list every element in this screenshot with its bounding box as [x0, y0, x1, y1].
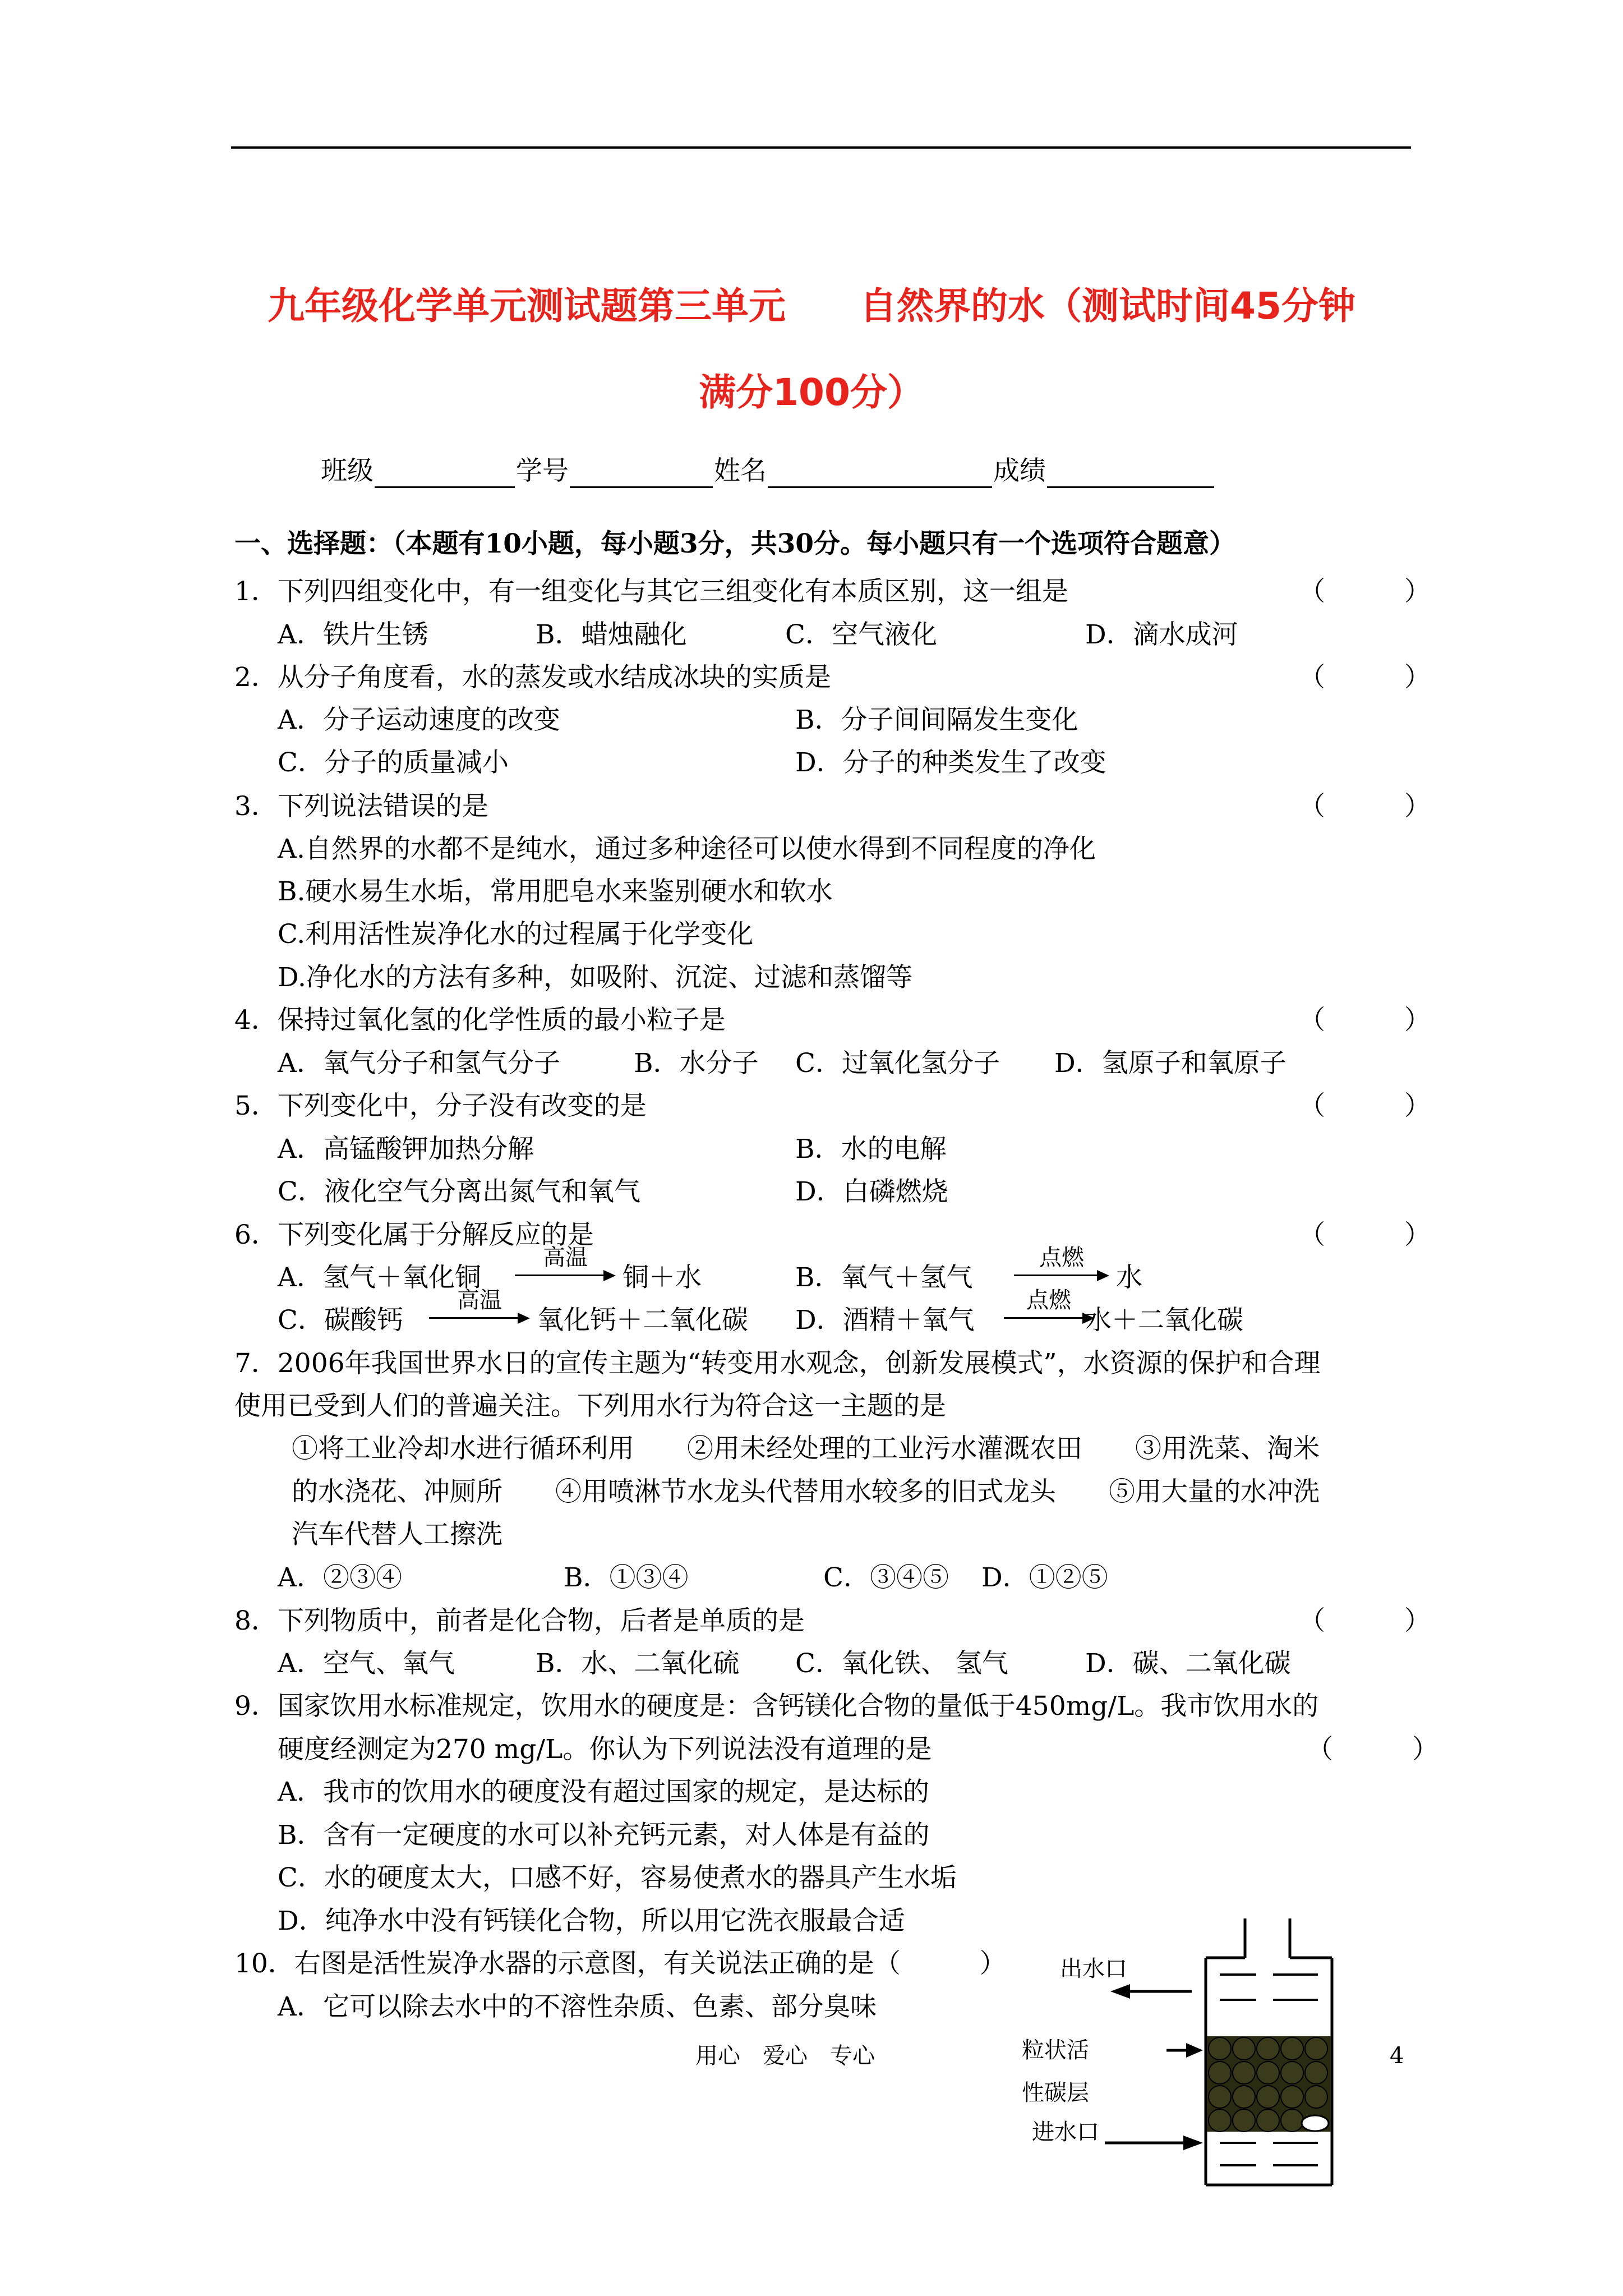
- q6-option-c-reactants: C．碳酸钙: [278, 1305, 403, 1336]
- q6-option-d-reactants: D．酒精＋氧气: [795, 1305, 975, 1336]
- arrow-head-icon: [603, 1270, 616, 1281]
- arrow-line: [1004, 1317, 1085, 1319]
- q9-answer-paren[interactable]: （ ）: [1307, 1734, 1438, 1765]
- q5-answer-paren[interactable]: （ ）: [1299, 1091, 1431, 1121]
- q7-option-d: D．①②⑤: [981, 1562, 1108, 1593]
- outlet-arrow-head-icon: [1110, 1984, 1130, 1999]
- q5-option-a: A．高锰酸钾加热分解: [278, 1134, 534, 1165]
- exam-title-line2: 满分100分）: [699, 371, 924, 414]
- name-blank[interactable]: [768, 459, 992, 488]
- score-label: 成绩: [993, 455, 1046, 486]
- q6-option-b-arrow: [1014, 1245, 1109, 1285]
- inlet-arrow-head-icon: [1183, 2136, 1203, 2150]
- class-blank[interactable]: [375, 459, 515, 488]
- arrow-head-icon: [518, 1313, 530, 1324]
- q9-option-a: A．我市的饮用水的硬度没有超过国家的规定，是达标的: [278, 1777, 929, 1807]
- q4-stem: 4．保持过氧化氢的化学性质的最小粒子是: [234, 1005, 726, 1036]
- q8-option-a: A．空气、氧气: [278, 1648, 455, 1679]
- footer-motto: 用心 爱心 专心: [695, 2043, 875, 2069]
- inlet-label: 进水口: [1032, 2119, 1099, 2145]
- q4-option-d: D．氢原子和氧原子: [1054, 1048, 1287, 1079]
- q1-option-d: D．滴水成河: [1085, 619, 1238, 650]
- air-bubble: [1302, 2115, 1329, 2131]
- score-blank[interactable]: [1047, 459, 1214, 488]
- q6-option-a-products: 铜＋水: [623, 1262, 702, 1293]
- q6-answer-paren[interactable]: （ ）: [1299, 1220, 1431, 1250]
- q7-statements-line2: 的水浇花、冲厕所 ④用喷淋节水龙头代替用水较多的旧式龙头 ⑤用大量的水冲洗: [292, 1476, 1320, 1507]
- q4-option-c: C．过氧化氢分子: [795, 1048, 1000, 1079]
- q6-option-d-arrow: [1004, 1288, 1094, 1327]
- q3-option-c: C.利用活性炭净化水的过程属于化学变化: [278, 919, 754, 950]
- q7-statements-line3: 汽车代替人工擦洗: [292, 1519, 502, 1550]
- q8-option-c: C．氧化铁、 氢气: [795, 1648, 1008, 1679]
- q1-option-a: A．铁片生锈: [278, 619, 428, 650]
- q9-stem-line1: 9．国家饮用水标准规定，饮用水的硬度是：含钙镁化合物的量低于450mg/L。我市饮用水的: [234, 1691, 1319, 1722]
- q6-option-c-arrow: [429, 1288, 530, 1327]
- q2-option-d: D．分子的种类发生了改变: [795, 747, 1106, 778]
- exam-title-line1: 九年级化学单元测试题第三单元 自然界的水（测试时间45分钟: [268, 284, 1355, 328]
- q8-answer-paren[interactable]: （ ）: [1299, 1605, 1431, 1636]
- carbon-layer-label-line1: 粒状活: [1022, 2037, 1089, 2063]
- q10-stem: 10．右图是活性炭净水器的示意图，有关说法正确的是（ ）: [234, 1948, 1006, 1979]
- q5-option-c: C．液化空气分离出氮气和氧气: [278, 1176, 640, 1207]
- water-purifier-diagram: [1088, 1907, 1402, 2199]
- arrow-line: [429, 1317, 519, 1319]
- q1-stem: 1．下列四组变化中，有一组变化与其它三组变化有本质区别，这一组是: [234, 576, 1068, 607]
- q4-option-a: A．氧气分子和氢气分子: [278, 1048, 560, 1079]
- q7-option-a: A．②③④: [278, 1562, 402, 1593]
- arrow-line: [1014, 1274, 1098, 1276]
- q7-stem-line1: 7．2006年我国世界水日的宣传主题为“转变用水观念，创新发展模式”，水资源的保护和合理: [234, 1348, 1321, 1379]
- carbon-pointer-arrow-icon: [1186, 2043, 1203, 2058]
- q6-option-d-products: 水＋二氧化碳: [1085, 1305, 1243, 1336]
- q8-option-b: B．水、二氧化硫: [536, 1648, 740, 1679]
- q7-statements-line1: ①将工业冷却水进行循环利用 ②用未经处理的工业污水灌溉农田 ③用洗菜、淘米: [292, 1433, 1320, 1464]
- page-number: 4: [1390, 2043, 1404, 2069]
- q1-answer-paren[interactable]: （ ）: [1299, 576, 1431, 607]
- q3-answer-paren[interactable]: （ ）: [1299, 791, 1431, 822]
- q3-option-b: B.硬水易生水垢，常用肥皂水来鉴别硬水和软水: [278, 876, 833, 907]
- outlet-label: 出水口: [1060, 1956, 1127, 1982]
- q3-option-a: A.自然界的水都不是纯水，通过多种途径可以使水得到不同程度的净化: [278, 834, 1096, 864]
- q10-option-a: A．它可以除去水中的不溶性杂质、色素、部分臭味: [278, 1991, 877, 2022]
- q4-answer-paren[interactable]: （ ）: [1299, 1005, 1431, 1036]
- q2-option-b: B．分子间间隔发生变化: [795, 705, 1078, 735]
- class-label: 班级: [321, 455, 374, 486]
- q8-stem: 8．下列物质中，前者是化合物，后者是单质的是: [234, 1605, 805, 1636]
- q9-stem-line2: 硬度经测定为270 mg/L。你认为下列说法没有道理的是: [278, 1734, 932, 1765]
- student-info-row: [321, 454, 1215, 488]
- q6-stem: 6．下列变化属于分解反应的是: [234, 1220, 594, 1250]
- q3-option-d: D.净化水的方法有多种，如吸附、沉淀、过滤和蒸馏等: [278, 962, 912, 993]
- q5-option-d: D．白磷燃烧: [795, 1176, 948, 1207]
- q6-option-b-reactants: B．氧气＋氢气: [795, 1262, 973, 1293]
- arrow-line: [515, 1274, 605, 1276]
- q9-option-c: C．水的硬度太大，口感不好，容易使煮水的器具产生水垢: [278, 1862, 957, 1893]
- id-blank[interactable]: [570, 459, 713, 488]
- arrow-head-icon: [1097, 1270, 1109, 1281]
- q6-option-b-products: 水: [1116, 1262, 1142, 1293]
- q5-stem: 5．下列变化中，分子没有改变的是: [234, 1091, 647, 1121]
- q2-stem: 2．从分子角度看，水的蒸发或水结成冰块的实质是: [234, 662, 831, 693]
- header-rule: [231, 146, 1411, 149]
- q9-option-b: B．含有一定硬度的水可以补充钙元素，对人体是有益的: [278, 1820, 930, 1851]
- q6-option-a-reactants: A．氢气＋氧化铜: [278, 1262, 481, 1293]
- q6-option-d-condition: 点燃: [1026, 1287, 1071, 1313]
- q1-option-b: B．蜡烛融化: [536, 619, 687, 650]
- name-label: 姓名: [714, 455, 767, 486]
- q5-option-b: B．水的电解: [795, 1134, 947, 1165]
- q6-option-c-products: 氧化钙＋二氧化碳: [537, 1305, 748, 1336]
- q9-option-d: D．纯净水中没有钙镁化合物，所以用它洗衣服最合适: [278, 1906, 905, 1936]
- q6-option-b-condition: 点燃: [1039, 1245, 1084, 1271]
- section1-heading: 一、选择题：（本题有10小题，每小题3分，共30分。每小题只有一个选项符合题意）: [234, 528, 1236, 559]
- q2-option-c: C．分子的质量减小: [278, 747, 509, 778]
- q6-option-a-arrow: [515, 1245, 616, 1285]
- q4-option-b: B．水分子: [634, 1048, 759, 1079]
- id-label: 学号: [516, 455, 569, 486]
- q7-option-c: C．③④⑤: [823, 1562, 949, 1593]
- q7-option-b: B．①③④: [564, 1562, 689, 1593]
- q2-answer-paren[interactable]: （ ）: [1299, 662, 1431, 693]
- q8-option-d: D．碳、二氧化碳: [1085, 1648, 1291, 1679]
- q2-option-a: A．分子运动速度的改变: [278, 705, 560, 735]
- q6-option-c-condition: 高温: [457, 1287, 502, 1313]
- carbon-layer-label-line2: 性碳层: [1022, 2080, 1089, 2106]
- q7-stem-line2: 使用已受到人们的普遍关注。下列用水行为符合这一主题的是: [234, 1391, 946, 1421]
- q3-stem: 3．下列说法错误的是: [234, 791, 488, 822]
- q1-option-c: C．空气液化: [785, 619, 937, 650]
- q6-option-a-condition: 高温: [543, 1245, 588, 1271]
